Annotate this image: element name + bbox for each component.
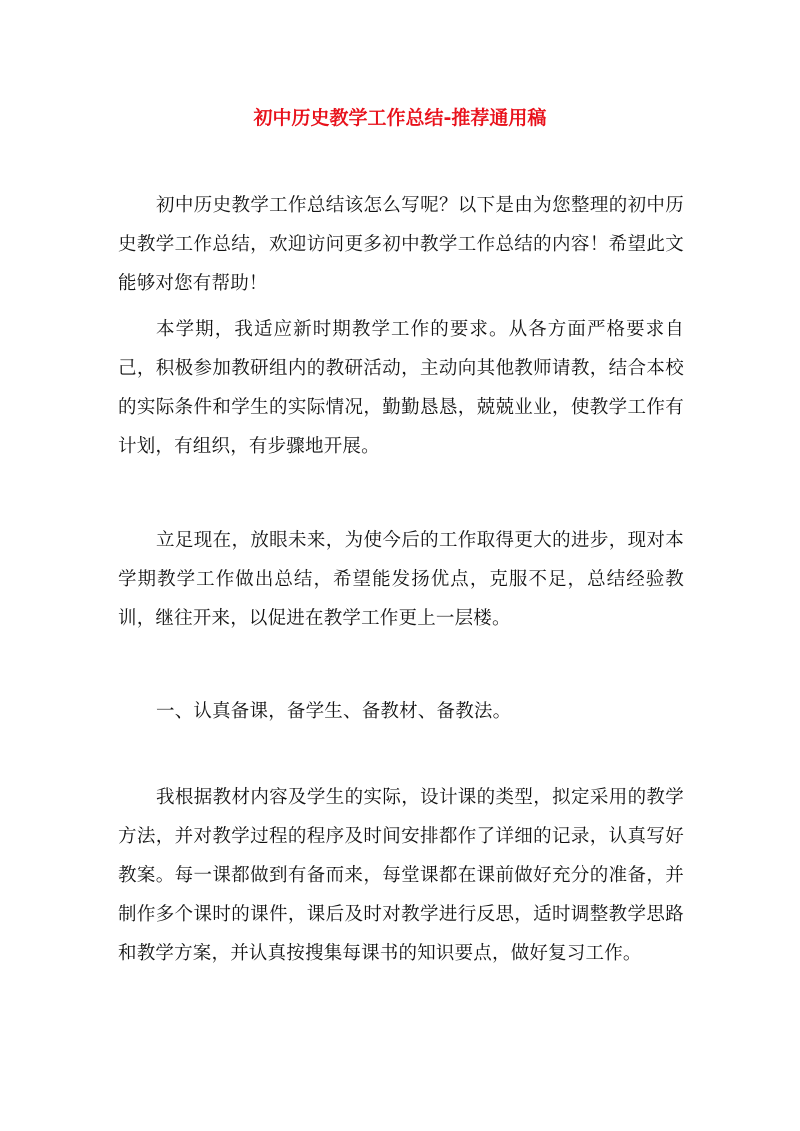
document-title: 初中历史教学工作总结-推荐通用稿 — [253, 107, 547, 129]
summary-paragraph: 立足现在，放眼未来，为使今后的工作取得更大的进步，现对本学期教学工作做出总结，希望能发扬优点，克服不足，总结经验教训，继往开来，以促进在教学工作更上一层楼。 — [118, 530, 684, 629]
lesson-prep-paragraph: 我根据教材内容及学生的实际，设计课的类型，拟定采用的教学方法，并对教学过程的程序及时间安排都作了详细的记录，认真写好教案。每一课都做到有备而来，每堂课都在课前做好充分的准备，并制作多个课时的课件，课后及时对教学进行反思，适时调整教学思路和教学方案，并认真按搜集每课书的知识要点，做好复习工作。 — [118, 787, 684, 964]
section-heading-1: 一、认真备课，备学生、备教材、备教法。 — [156, 701, 512, 722]
semester-paragraph: 本学期，我适应新时期教学工作的要求。从各方面严格要求自己，积极参加教研组内的教研活动，主动向其他教师请教，结合本校的实际条件和学生的实际情况，勤勤恳恳，兢兢业业，使教学工作有计划，有组织，有步骤地开展。 — [118, 319, 684, 457]
intro-paragraph: 初中历史教学工作总结该怎么写呢？以下是由为您整理的初中历史教学工作总结，欢迎访问更多初中教学工作总结的内容！希望此文能够对您有帮助！ — [118, 195, 684, 294]
